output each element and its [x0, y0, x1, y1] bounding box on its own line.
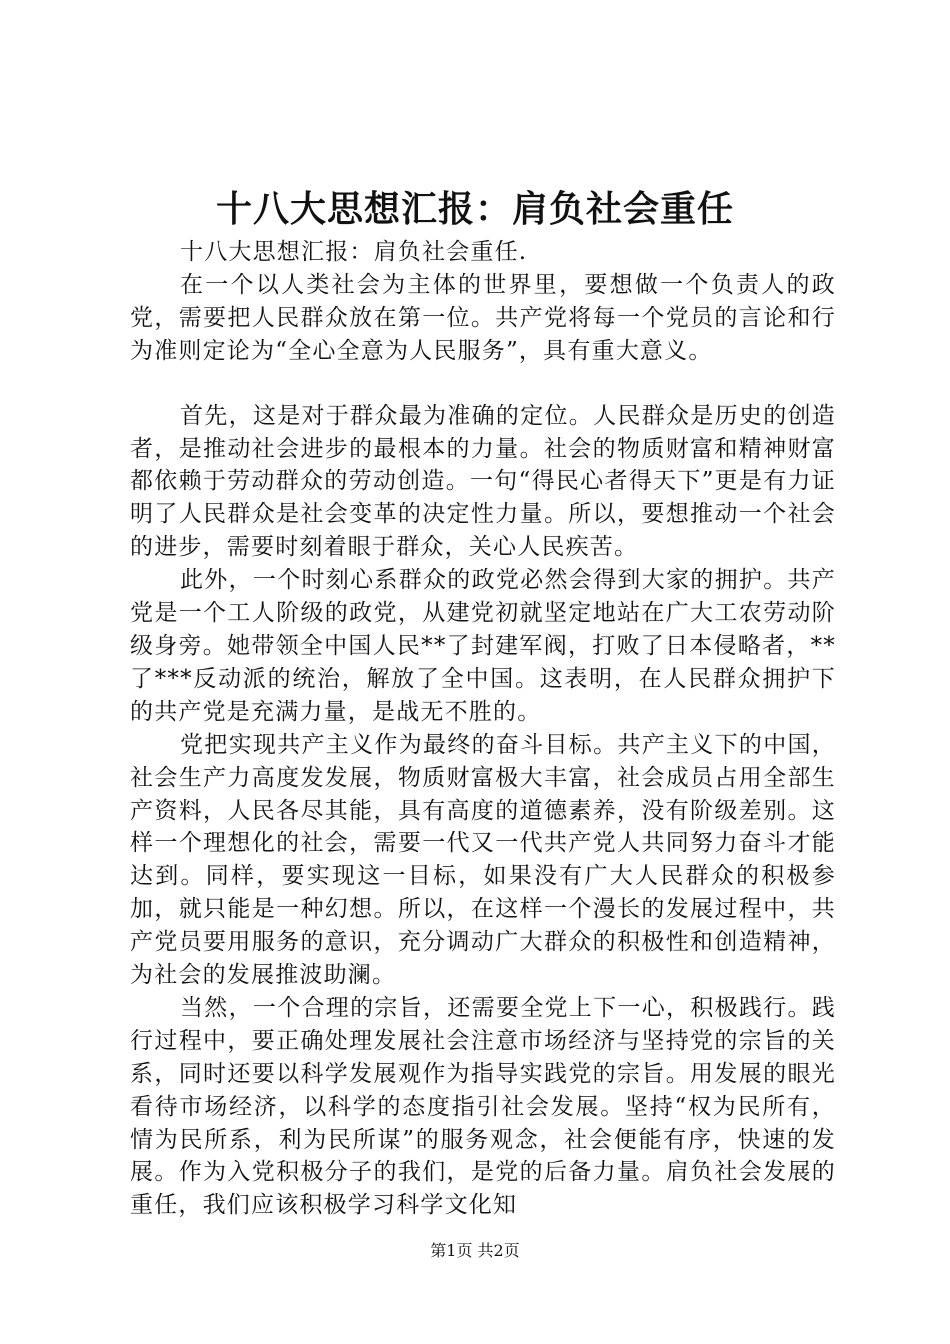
paragraph-second: 此外，一个时刻心系群众的政党必然会得到大家的拥护。共产党是一个工人阶级的政党，从建党初就坚定地站在广大工农劳动阶级身旁。她带领全中国人民**了封建军阀，打败了日本侵略者，**了***反动派的统治，解放了全中国。这表明，在人民群众拥护下的共产党是充满力量，是战无不胜的。	[130, 567, 836, 725]
document-body	[130, 236, 836, 1222]
paragraph-third: 党把实现共产主义作为最终的奋斗目标。共产主义下的中国，社会生产力高度发发展，物质财富极大丰富，社会成员占用全部生产资料，人民各尽其能，具有高度的道德素养，没有阶级差别。这样一个理想化的社会，需要一代又一代共产党人共同努力奋斗才能达到。同样，要实现这一目标，如果没有广大人民群众的积极参加，就只能是一种幻想。所以，在这样一个漫长的发展过程中，共产党员要用服务的意识，充分调动广大群众的积极性和创造精神，为社会的发展推波助澜。	[130, 731, 836, 989]
paragraph-subtitle: 十八大思想汇报：肩负社会重任.	[180, 239, 528, 265]
paragraph-intro: 在一个以人类社会为主体的世界里，要想做一个负责人的政党，需要把人民群众放在第一位。共产党将每一个党员的言论和行为准则定论为“全心全意为人民服务”，具有重大意义。	[130, 271, 836, 364]
document-title: 十八大思想汇报：肩负社会重任	[215, 188, 734, 230]
paragraph-fourth: 当然，一个合理的宗旨，还需要全党上下一心，积极践行。践行过程中，要正确处理发展社会注意市场经济与坚持党的宗旨的关系，同时还要以科学发展观作为指导实践党的宗旨。用发展的眼光看待市场经济，以科学的态度指引社会发展。坚持“权为民所有，情为民所系，利为民所谋”的服务观念，社会便能有序，快速的发展。作为入党积极分子的我们，是党的后备力量。肩负社会发展的重任，我们应该积极学习科学文化知	[130, 994, 836, 1219]
page-number-footer: 第1页 共2页	[430, 1241, 520, 1260]
paragraph-first: 首先，这是对于群众最为准确的定位。人民群众是历史的创造者，是推动社会进步的最根本的力量。社会的物质财富和精神财富都依赖于劳动群众的劳动创造。一句“得民心者得天下”更是有力证明了人民群众是社会变革的决定性力量。所以，要想推动一个社会的进步，需要时刻着眼于群众，关心人民疾苦。	[130, 402, 836, 561]
